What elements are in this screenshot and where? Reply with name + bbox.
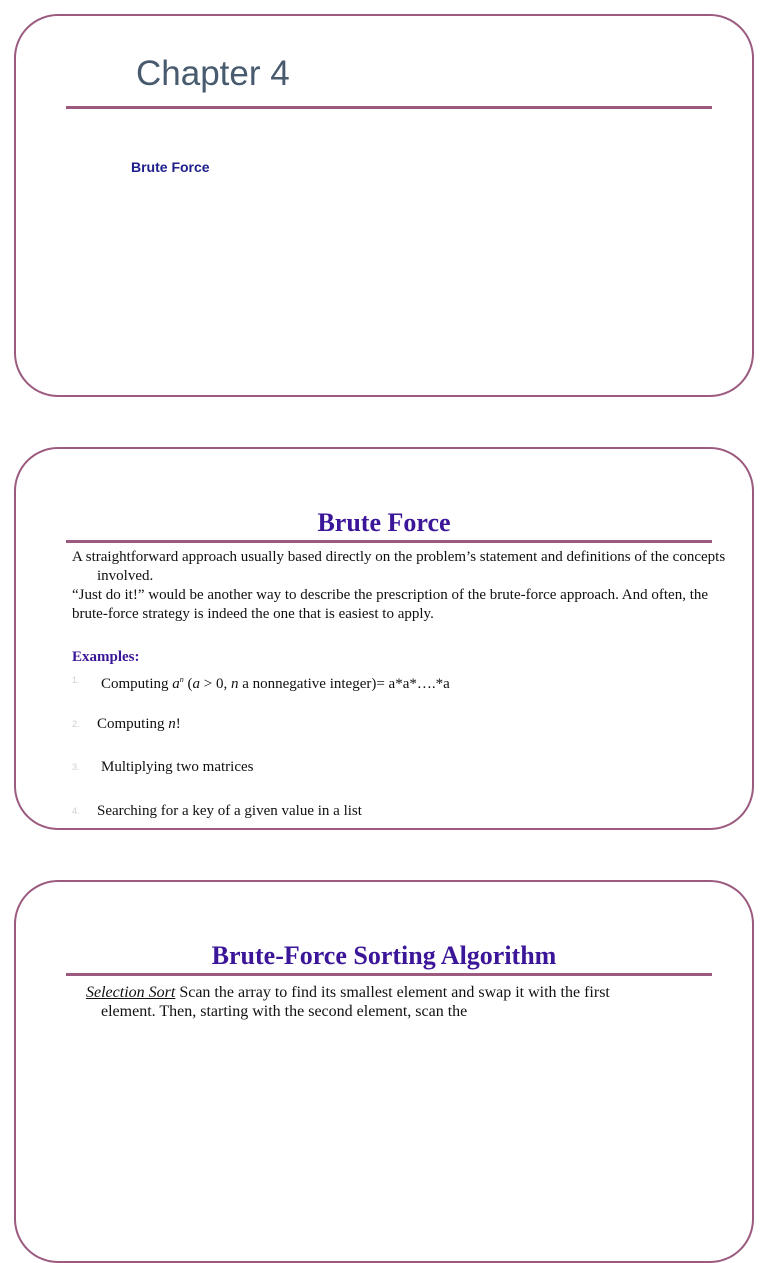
variable-n: n bbox=[230, 676, 239, 692]
slide-chapter-title bbox=[14, 14, 754, 397]
list-number: 3. bbox=[72, 762, 80, 772]
slide-heading: Brute Force bbox=[317, 508, 451, 537]
definition-paragraph: A straightforward approach usually based directly on the problem’s statement and definitions of the concepts involved. bbox=[72, 549, 726, 584]
chapter-title: Chapter 4 bbox=[136, 54, 290, 93]
list-number: 4. bbox=[72, 805, 80, 816]
example-suffix: ! bbox=[175, 715, 181, 732]
example-text: Multiplying two matrices bbox=[101, 759, 254, 775]
list-number: 1. bbox=[72, 675, 80, 685]
variable-n: n bbox=[168, 715, 176, 732]
slide-sorting-algorithm bbox=[14, 880, 754, 1263]
example-rest: a nonnegative integer)= a*a*….*a bbox=[238, 676, 450, 692]
examples-label: Examples: bbox=[72, 649, 140, 665]
slide-brute-force bbox=[14, 447, 754, 830]
selection-sort-text: Scan the array to find its smallest element and swap it with the first element. Then, starting with the second element, scan the bbox=[101, 984, 610, 1020]
selection-sort-term: Selection Sort bbox=[86, 984, 176, 1001]
title-divider bbox=[66, 106, 712, 109]
example-prefix: Computing bbox=[97, 715, 169, 732]
example-mid: > 0, bbox=[200, 676, 231, 692]
example-text bbox=[97, 715, 181, 733]
selection-sort-paragraph bbox=[86, 983, 661, 1021]
list-number: 2. bbox=[72, 718, 80, 729]
example-text bbox=[101, 671, 450, 693]
example-open: ( bbox=[183, 676, 193, 692]
exponent-n: n bbox=[179, 675, 184, 684]
heading-divider bbox=[66, 973, 712, 976]
example-prefix: Computing bbox=[101, 676, 173, 692]
slide-heading: Brute-Force Sorting Algorithm bbox=[211, 941, 557, 970]
variable-a: a bbox=[172, 676, 180, 692]
example-text: Searching for a key of a given value in a list bbox=[97, 802, 362, 819]
slide-body bbox=[72, 548, 734, 624]
chapter-subtitle: Brute Force bbox=[131, 159, 210, 175]
variable-a: a bbox=[192, 676, 201, 692]
just-do-it-paragraph: “Just do it!” would be another way to describe the prescription of the brute-force approach. And often, the brute-force strategy is indeed the one that is easiest to apply. bbox=[72, 587, 709, 622]
heading-divider bbox=[66, 540, 712, 543]
